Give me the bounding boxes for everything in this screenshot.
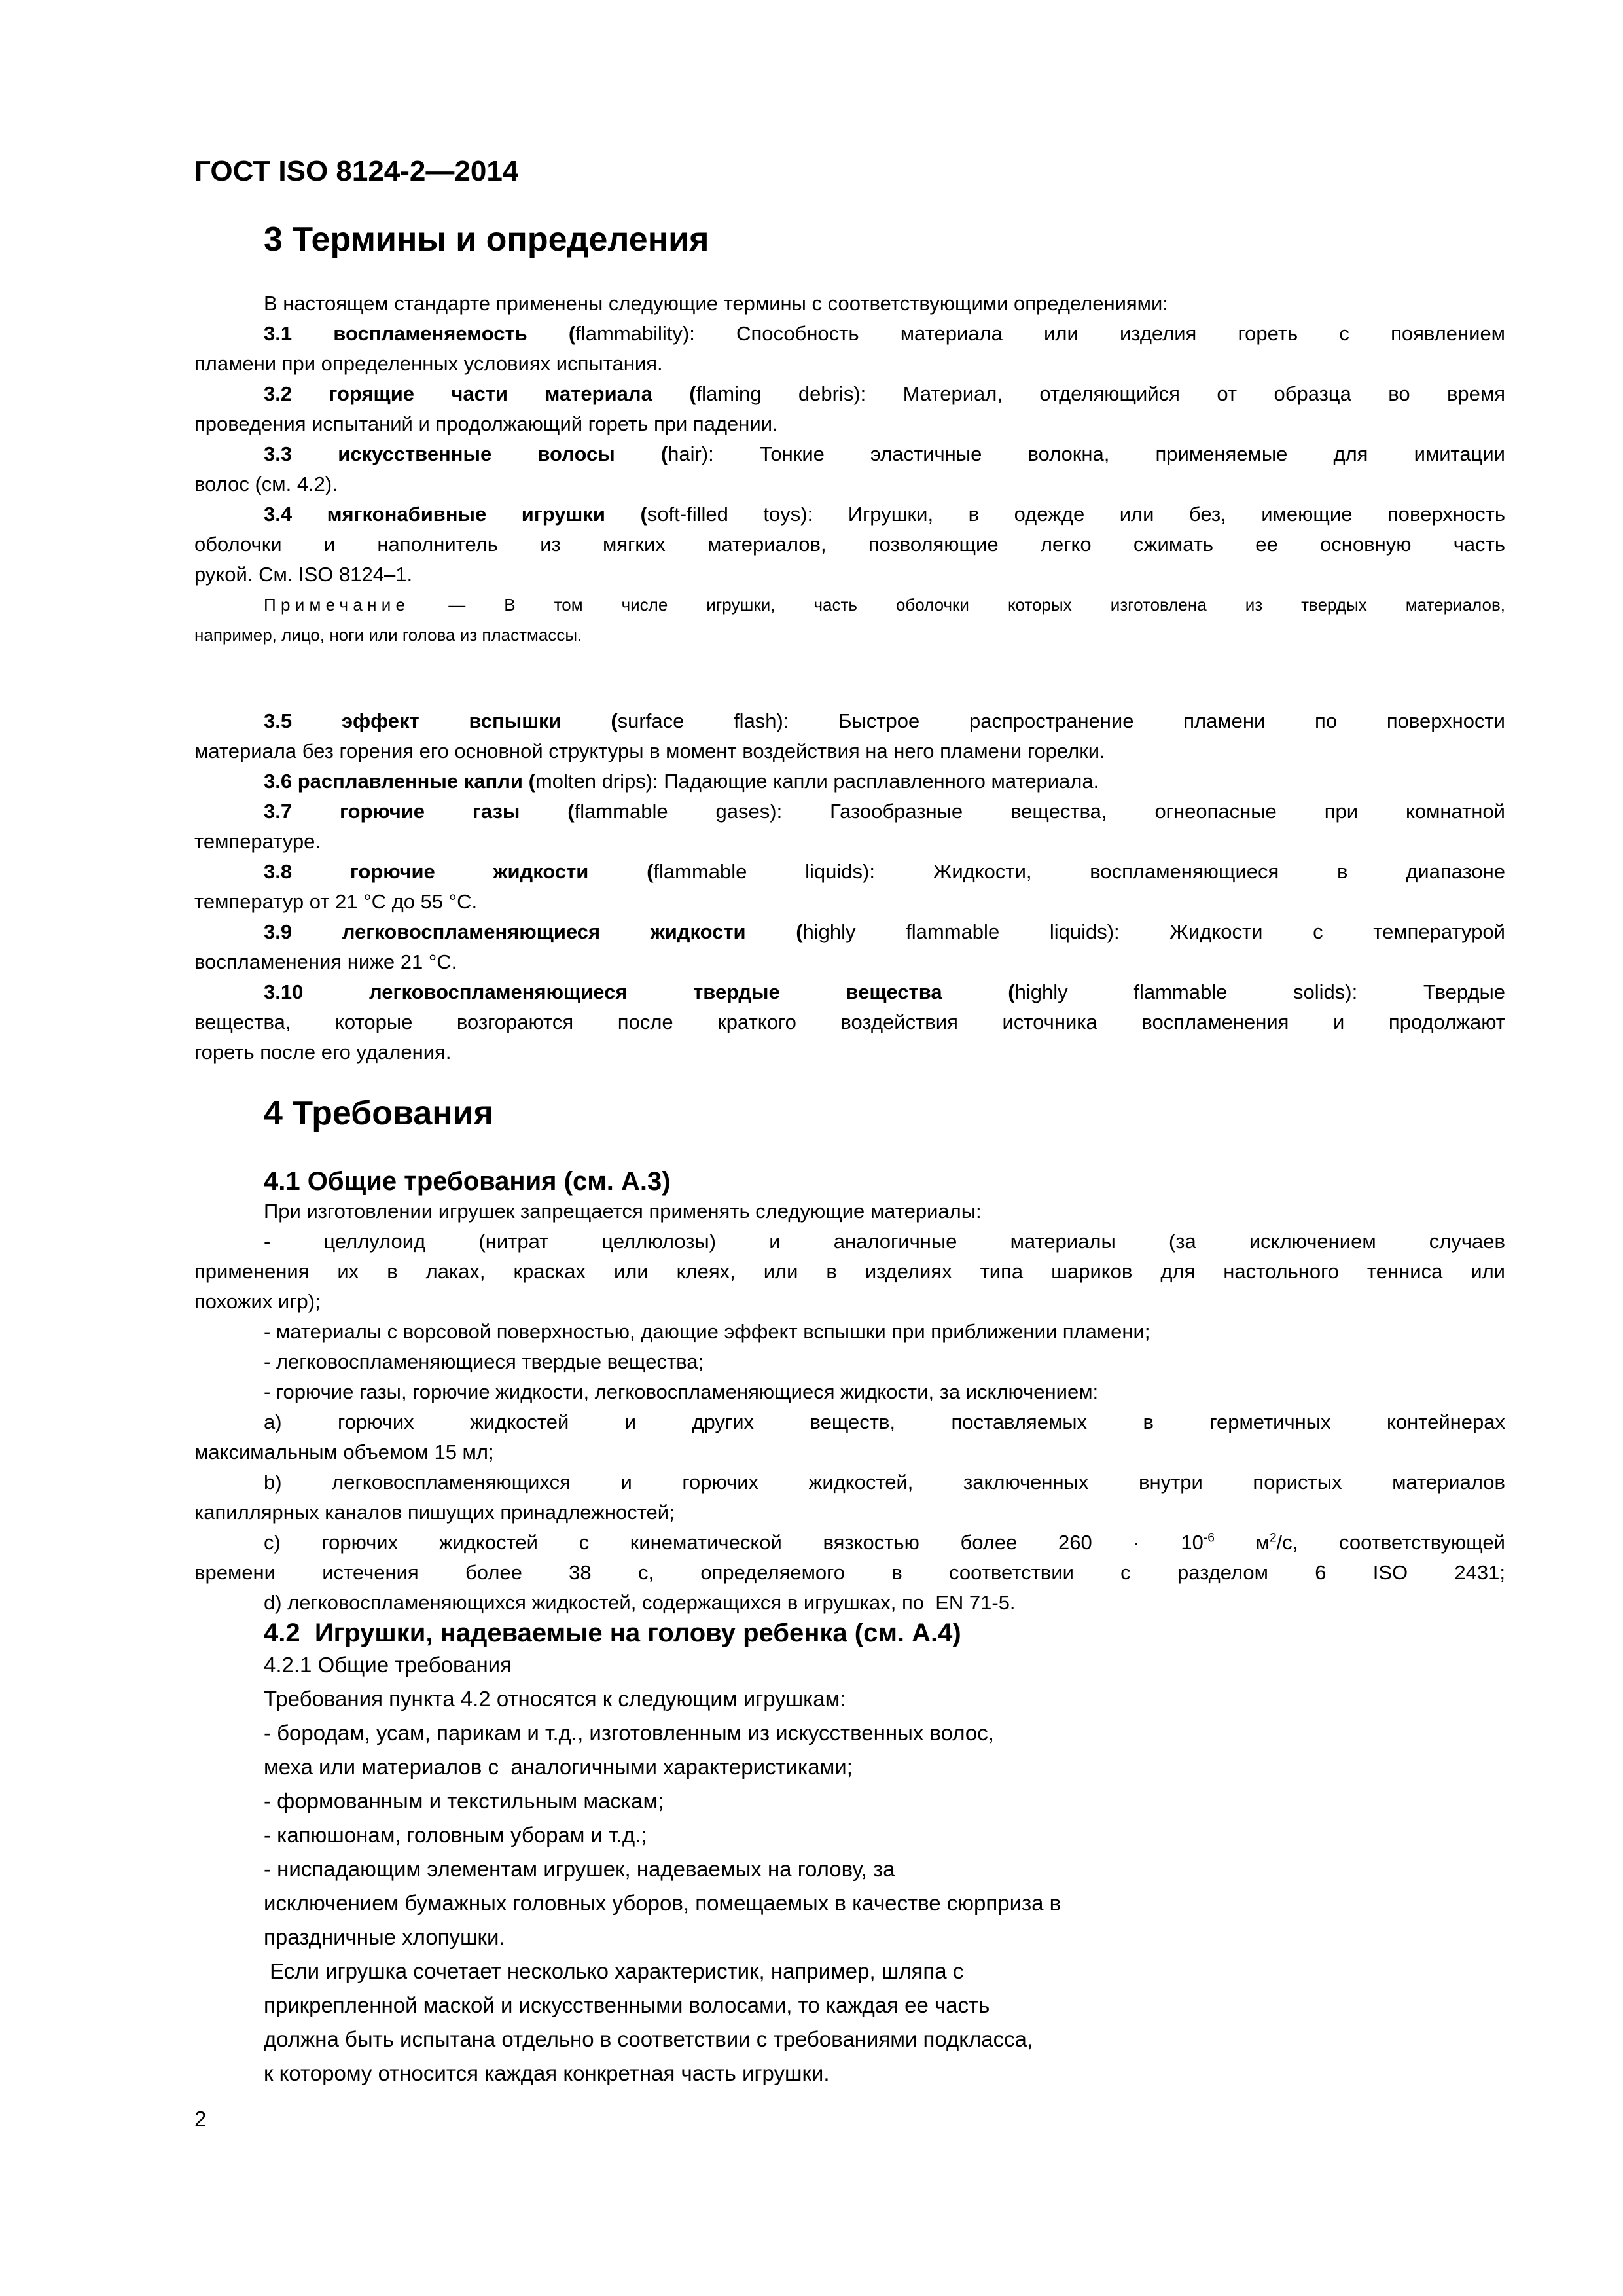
text-line: 3.3 искусственные волосы (hair): Тонкие эластичные волокна, применяемые для имитации <box>264 442 1506 465</box>
text-line: 3.2 горящие части материала (flaming debris): Материал, отделяющийся от образца во время <box>264 382 1505 405</box>
text-line: материала без горения его основной структуры в момент воздействия на него пламени горелки. <box>194 740 1105 762</box>
text-line: волос (см. 4.2). <box>194 473 338 495</box>
text-line: 3.6 расплавленные капли (molten drips): Падающие капли расплавленного материала. <box>264 770 1099 793</box>
section-4-heading: 4 Требования <box>264 1094 493 1132</box>
text-line: 4.2.1 Общие требования <box>264 1653 512 1677</box>
text-line: 3.9 легковоспламеняющиеся жидкости (highly flammable liquids): Жидкости с температурой <box>264 920 1505 943</box>
document-header: ГОСТ ISO 8124-2—2014 <box>194 155 519 187</box>
text-line: При изготовлении игрушек запрещается применять следующие материалы: <box>264 1200 982 1223</box>
text-line: прикрепленной маской и искусственными волосами, то каждая ее часть <box>264 1993 990 2017</box>
text-line: 3.4 мягконабивные игрушки (soft-filled toys): Игрушки, в одежде или без, имеющие поверхность <box>264 503 1506 526</box>
general-requirements-block <box>194 1196 1505 1618</box>
text-line: исключением бумажных головных уборов, помещаемых в качестве сюрприза в <box>264 1891 1061 1915</box>
text-line: температуре. <box>194 830 321 853</box>
text-line: - бородам, усам, парикам и т.д., изготовленным из искусственных волос, <box>264 1721 994 1745</box>
text-line: d) легковоспламеняющихся жидкостей, содержащихся в игрушках, по EN 71-5. <box>264 1591 1016 1614</box>
text-line: - ниспадающим элементам игрушек, надеваемых на голову, за <box>264 1857 895 1881</box>
text-line: 3.8 горючие жидкости (flammable liquids): Жидкости, воспламеняющиеся в диапазоне <box>264 860 1506 883</box>
text-line: применения их в лаках, красках или клеях, или в изделиях типа шариков для настольного тенниса или <box>194 1260 1505 1283</box>
text-line: - формованным и текстильным маскам; <box>264 1789 664 1813</box>
text-line: - целлулоид (нитрат целлюлозы) и аналогичные материалы (за исключением случаев <box>264 1230 1505 1253</box>
section-4-1-heading: 4.1 Общие требования (см. А.3) <box>264 1167 671 1196</box>
text-line: Требования пункта 4.2 относятся к следующим игрушкам: <box>264 1687 846 1711</box>
text-line: В настоящем стандарте применены следующие термины с соответствующими определениями: <box>264 292 1168 315</box>
text-line: проведения испытаний и продолжающий гореть при падении. <box>194 412 778 435</box>
text-line: максимальным объемом 15 мл; <box>194 1441 494 1463</box>
text-line: 3.5 эффект вспышки (surface flash): Быстрое распространение пламени по поверхности <box>264 709 1505 732</box>
terms-definitions-block-2 <box>194 706 1505 1067</box>
text-line: 3.1 воспламеняемость (flammability): Способность материала или изделия гореть с появлением <box>264 322 1505 345</box>
text-line: - горючие газы, горючие жидкости, легковоспламеняющиеся жидкости, за исключением: <box>264 1380 1099 1403</box>
head-toys-block <box>194 1648 1505 2090</box>
text-line: a) горючих жидкостей и других веществ, поставляемых в герметичных контейнерах <box>264 1410 1505 1433</box>
note-block <box>194 590 1505 650</box>
text-line: должна быть испытана отдельно в соответствии с требованиями подкласса, <box>264 2027 1033 2051</box>
text-line: капиллярных каналов пишущих принадлежностей; <box>194 1501 675 1524</box>
text-line: гореть после его удаления. <box>194 1041 452 1064</box>
text-line: праздничные хлопушки. <box>264 1925 505 1949</box>
text-line: рукой. См. ISO 8124–1. <box>194 563 413 586</box>
text-line: c) горючих жидкостей с кинематической вязкостью более $260 \cdot 10^{-6}$ $м^2/с$, соответствующей <box>264 1531 1505 1554</box>
text-line: температур от 21 °С до 55 °С. <box>194 890 478 913</box>
text-line: похожих игр); <box>194 1290 321 1313</box>
text-line: - капюшонам, головным уборам и т.д.; <box>264 1823 647 1847</box>
terms-definitions-block <box>194 289 1505 590</box>
text-line: - материалы с ворсовой поверхностью, дающие эффект вспышки при приближении пламени; <box>264 1320 1150 1343</box>
document-content <box>194 156 1505 2090</box>
text-line: воспламенения ниже 21 °С. <box>194 950 457 973</box>
text-line: оболочки и наполнитель из мягких материалов, позволяющие легко сжимать ее основную часть <box>194 533 1505 556</box>
page-number: 2 <box>194 2107 207 2131</box>
text-line: меха или материалов с аналогичными характеристиками; <box>264 1755 853 1779</box>
text-line: 3.10 легковоспламеняющиеся твердые вещества (highly flammable solids): Твердые <box>264 980 1505 1003</box>
text-line: b) легковоспламеняющихся и горючих жидкостей, заключенных внутри пористых материалов <box>264 1471 1505 1494</box>
text-line: - легковоспламеняющиеся твердые вещества; <box>264 1350 704 1373</box>
text-line: пламени при определенных условиях испытания. <box>194 352 663 375</box>
text-line: времени истечения более 38 с, определяемого в соответствии с разделом 6 ISO 2431; <box>194 1561 1505 1584</box>
text-line: Если игрушка сочетает несколько характеристик, например, шляпа с <box>264 1959 964 1983</box>
section-4-2-heading: 4.2 Игрушки, надеваемые на голову ребенка (см. А.4) <box>264 1619 961 1647</box>
text-line: 3.7 горючие газы (flammable gases): Газообразные вещества, огнеопасные при комнатной <box>264 800 1505 823</box>
text-line: Примечание — В том числе игрушки, часть оболочки которых изготовлена из твердых материалов, <box>264 595 1505 615</box>
text-line: например, лицо, ноги или голова из пластмассы. <box>194 625 582 645</box>
text-line: к которому относится каждая конкретная часть игрушки. <box>264 2061 830 2085</box>
text-line: вещества, которые возгораются после краткого воздействия источника воспламенения и продолжают <box>194 1011 1505 1033</box>
section-3-heading: 3 Термины и определения <box>264 221 709 259</box>
